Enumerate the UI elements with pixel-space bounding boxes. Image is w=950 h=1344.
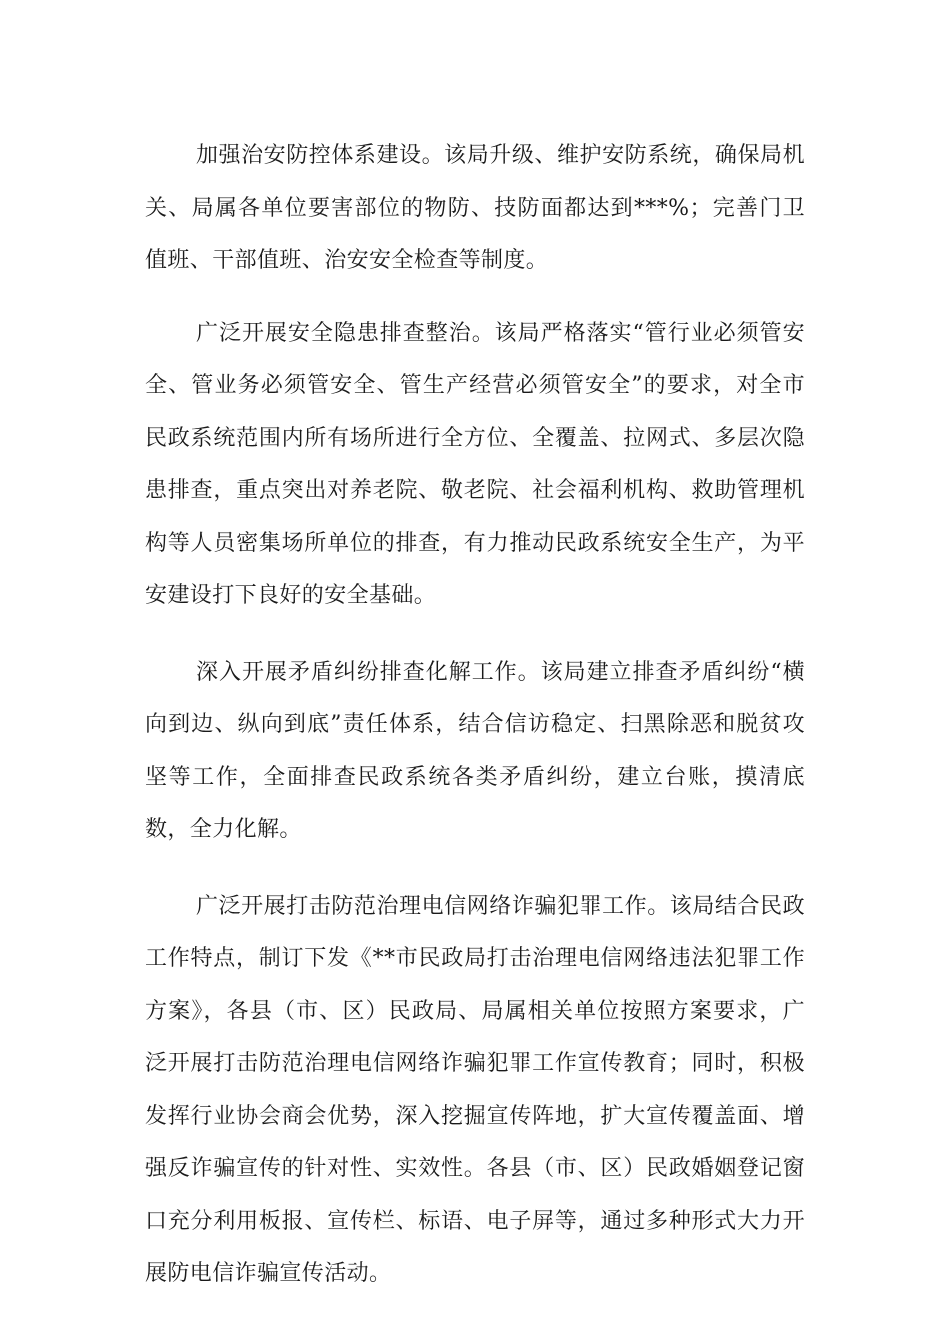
paragraph-dispute-resolution: 深入开展矛盾纠纷排查化解工作。该局建立排查矛盾纠纷“横向到边、纵向到底”责任体系，结合信访稳定、扫黑除恶和脱贫攻坚等工作，全面排查民政系统各类矛盾纠纷，建立台账，摸清底数，全力化解。 [145, 659, 805, 842]
paragraph-security-system: 加强治安防控体系建设。该局升级、维护安防系统，确保局机关、局属各单位要害部位的物防、技防面都达到***%；完善门卫值班、干部值班、治安安全检查等制度。 [145, 143, 805, 273]
paragraph-anti-fraud: 广泛开展打击防范治理电信网络诈骗犯罪工作。该局结合民政工作特点，制订下发《**市民政局打击治理电信网络违法犯罪工作方案》，各县（市、区）民政局、局属相关单位按照方案要求，广泛开展打击防范治理电信网络诈骗犯罪工作宣传教育；同时，积极发挥行业协会商会优势，深入挖掘宣传阵地，扩大宣传覆盖面、增强反诈骗宣传的针对性、实效性。各县（市、区）民政婚姻登记窗口充分利用板报、宣传栏、标语、电子屏等，通过多种形式大力开展防电信诈骗宣传活动。 [145, 893, 805, 1286]
document-body [145, 130, 805, 1325]
paragraph-hazard-inspection: 广泛开展安全隐患排查整治。该局严格落实“管行业必须管安全、管业务必须管安全、管生产经营必须管安全”的要求，对全市民政系统范围内所有场所进行全方位、全覆盖、拉网式、多层次隐患排查，重点突出对养老院、敬老院、社会福利机构、救助管理机构等人员密集场所单位的排查，有力推动民政系统安全生产，为平安建设打下良好的安全基础。 [145, 320, 805, 608]
